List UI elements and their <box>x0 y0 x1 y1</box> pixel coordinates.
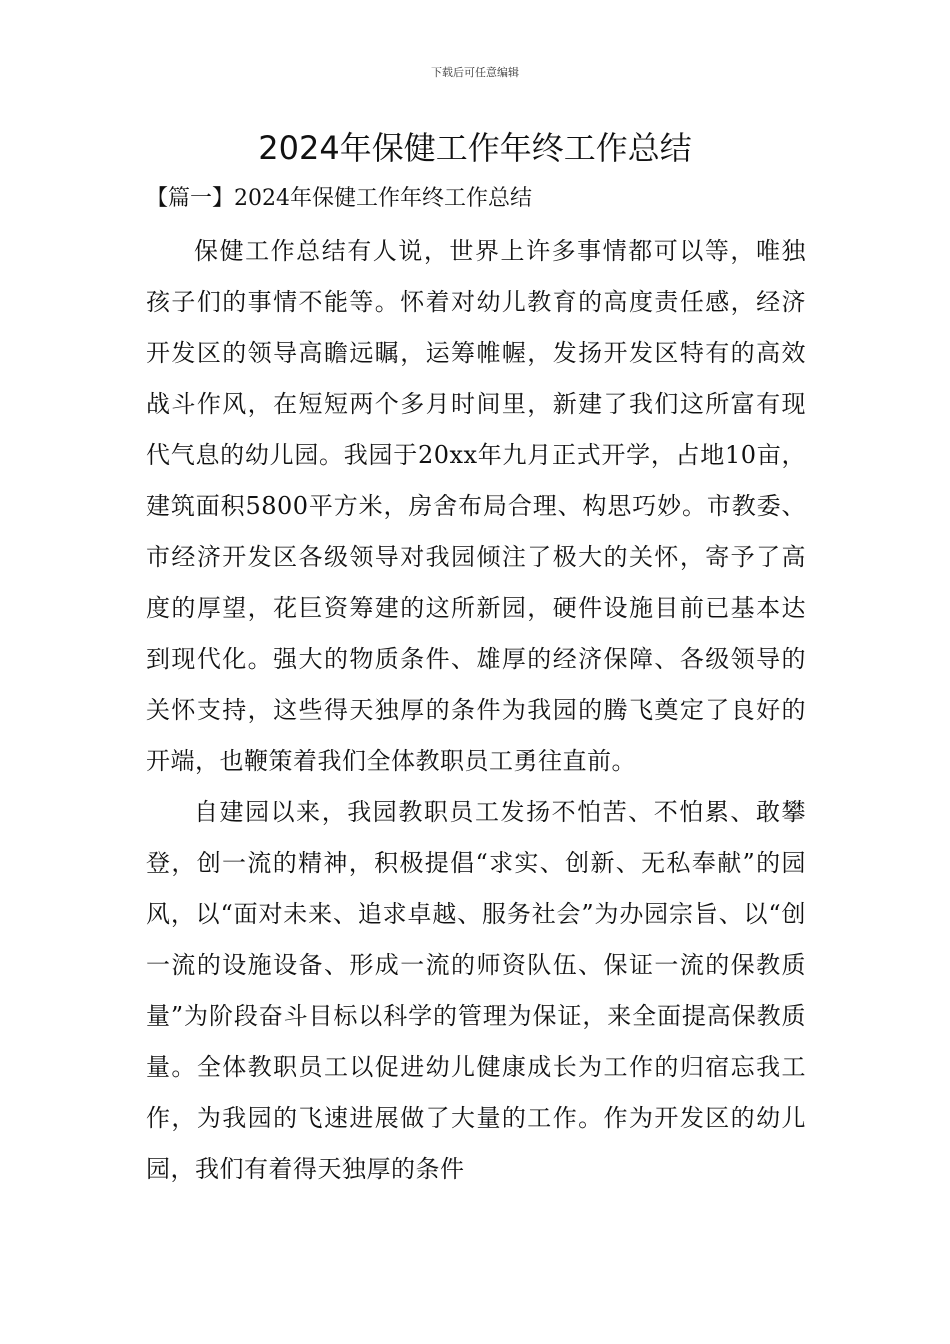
document-title: 2024年保健工作年终工作总结 <box>258 129 692 167</box>
document-body <box>146 226 806 1195</box>
paragraph-1: 保健工作总结有人说，世界上许多事情都可以等，唯独孩子们的事情不能等。怀着对幼儿教育的高度责任感，经济开发区的领导高瞻远瞩，运筹帷幄，发扬开发区特有的高效战斗作风，在短短两个多月时间里，新建了我们这所富有现代气息的幼儿园。我园于20xx年九月正式开学，占地10亩，建筑面积5800平方米，房舍布局合理、构思巧妙。市教委、市经济开发区各级领导对我园倾注了极大的关怀，寄予了高度的厚望，花巨资筹建的这所新园，硬件设施目前已基本达到现代化。强大的物质条件、雄厚的经济保障、各级领导的关怀支持，这些得天独厚的条件为我园的腾飞奠定了良好的开端，也鞭策着我们全体教职员工勇往直前。 <box>146 237 806 775</box>
section-heading: 【篇一】2024年保健工作年终工作总结 <box>146 186 532 211</box>
page-header-note: 下载后可任意编辑 <box>431 66 519 79</box>
paragraph-2: 自建园以来，我园教职员工发扬不怕苦、不怕累、敢攀登，创一流的精神，积极提倡“求实、创新、无私奉献”的园风，以“面对未来、追求卓越、服务社会”为办园宗旨、以“创一流的设施设备、形成一流的师资队伍、保证一流的保教质量”为阶段奋斗目标以科学的管理为保证，来全面提高保教质量。全体教职员工以促进幼儿健康成长为工作的归宿忘我工作，为我园的飞速进展做了大量的工作。作为开发区的幼儿园，我们有着得天独厚的条件 <box>146 798 806 1183</box>
